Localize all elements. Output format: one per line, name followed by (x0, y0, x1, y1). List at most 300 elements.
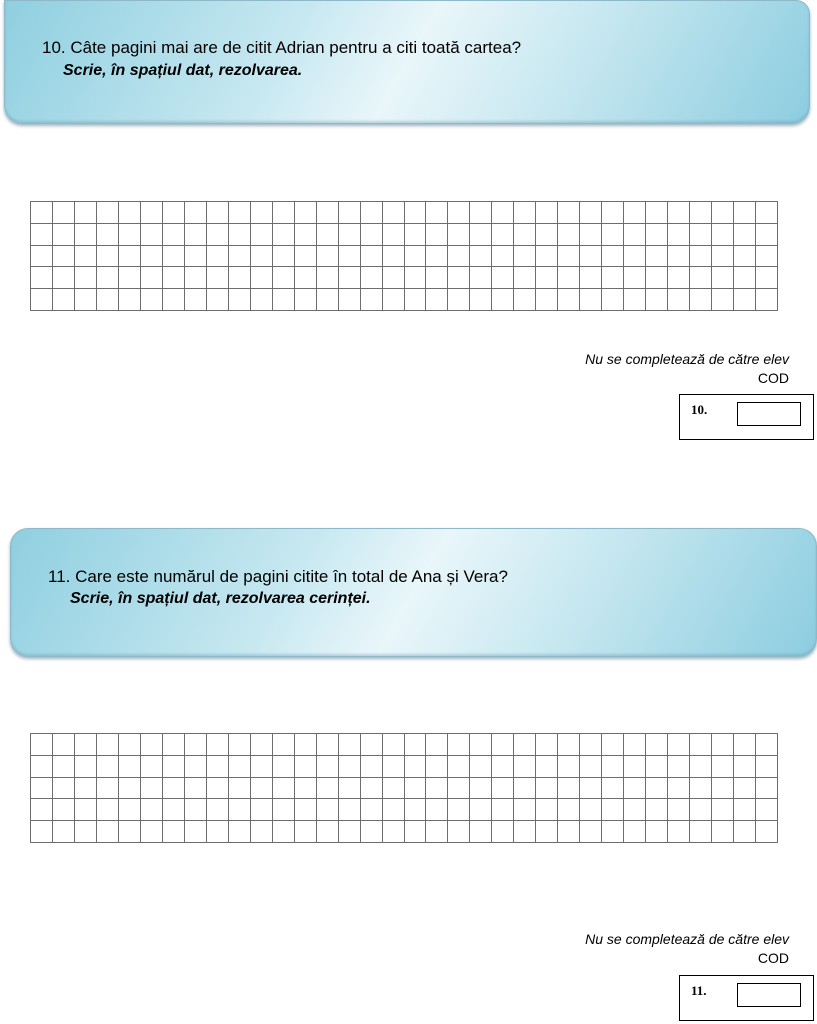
grid-cell (317, 202, 339, 224)
grid-cell (119, 756, 141, 778)
grid-cell (185, 734, 207, 756)
grid-cell (558, 246, 580, 268)
grid-cell (448, 267, 470, 289)
grid-cell (668, 734, 690, 756)
grid-cell (229, 202, 251, 224)
grid-cell (207, 821, 229, 843)
grid-cell (558, 202, 580, 224)
grid-cell (317, 267, 339, 289)
grid-cell (756, 202, 778, 224)
grid-cell (492, 756, 514, 778)
question-10-instruction: Scrie, în spațiul dat, rezolvarea. (63, 62, 303, 79)
grid-cell (75, 799, 97, 821)
grid-cell (339, 778, 361, 800)
grid-cell (734, 734, 756, 756)
grid-cell (119, 778, 141, 800)
grid-cell (712, 289, 734, 311)
grid-cell (185, 799, 207, 821)
grid-cell (405, 224, 427, 246)
grid-cell (119, 224, 141, 246)
grid-cell (624, 821, 646, 843)
grid-cell (383, 799, 405, 821)
grid-cell (361, 267, 383, 289)
grid-cell (492, 202, 514, 224)
grid-cell (185, 246, 207, 268)
grid-cell (426, 202, 448, 224)
teacher-note-11: Nu se completează de către elev (585, 931, 789, 947)
grid-cell (361, 778, 383, 800)
grid-cell (558, 799, 580, 821)
grid-cell (163, 246, 185, 268)
grid-cell (163, 799, 185, 821)
grid-cell (756, 799, 778, 821)
grid-cell (119, 734, 141, 756)
grid-cell (690, 778, 712, 800)
grid-cell (207, 224, 229, 246)
grid-cell (558, 756, 580, 778)
grid-cell (97, 799, 119, 821)
grid-cell (405, 756, 427, 778)
grid-cell (405, 821, 427, 843)
grid-cell (624, 778, 646, 800)
grid-cell (361, 821, 383, 843)
grid-cell (361, 734, 383, 756)
grid-cell (207, 734, 229, 756)
grid-cell (580, 821, 602, 843)
grid-cell (339, 799, 361, 821)
grid-cell (756, 224, 778, 246)
answer-grid-10[interactable] (30, 201, 778, 311)
grid-cell (514, 267, 536, 289)
grid-cell (426, 756, 448, 778)
grid-cell (97, 267, 119, 289)
grid-cell (492, 289, 514, 311)
grid-cell (668, 267, 690, 289)
grid-cell (317, 224, 339, 246)
grid-cell (470, 202, 492, 224)
grid-cell (31, 756, 53, 778)
grid-cell (163, 224, 185, 246)
grid-cell (690, 756, 712, 778)
grid-cell (558, 778, 580, 800)
grid-cell (734, 799, 756, 821)
grid-cell (251, 289, 273, 311)
grid-cell (317, 778, 339, 800)
grid-cell (361, 202, 383, 224)
grid-cell (97, 778, 119, 800)
grid-cell (53, 289, 75, 311)
grid-cell (624, 224, 646, 246)
grid-cell (229, 289, 251, 311)
grid-cell (273, 246, 295, 268)
grid-cell (734, 246, 756, 268)
grid-cell (690, 224, 712, 246)
grid-cell (558, 821, 580, 843)
grid-cell (558, 267, 580, 289)
grid-cell (119, 246, 141, 268)
grid-cell (119, 821, 141, 843)
grid-cell (207, 756, 229, 778)
grid-cell (405, 778, 427, 800)
grid-cell (273, 202, 295, 224)
grid-cell (426, 267, 448, 289)
grid-cell (602, 246, 624, 268)
grid-cell (207, 202, 229, 224)
grid-cell (141, 224, 163, 246)
grid-cell (31, 821, 53, 843)
grid-cell (273, 734, 295, 756)
grid-cell (712, 267, 734, 289)
grid-cell (163, 778, 185, 800)
code-box-11 (679, 975, 814, 1021)
grid-cell (295, 734, 317, 756)
grid-cell (53, 224, 75, 246)
code-field-11[interactable] (737, 983, 801, 1007)
grid-cell (97, 246, 119, 268)
grid-cell (646, 734, 668, 756)
grid-cell (624, 799, 646, 821)
grid-cell (470, 756, 492, 778)
grid-cell (448, 224, 470, 246)
grid-cell (405, 289, 427, 311)
grid-cell (295, 821, 317, 843)
grid-cell (756, 734, 778, 756)
grid-cell (756, 289, 778, 311)
grid-cell (624, 289, 646, 311)
grid-cell (492, 821, 514, 843)
grid-cell (141, 799, 163, 821)
grid-cell (470, 821, 492, 843)
grid-cell (448, 778, 470, 800)
grid-cell (185, 289, 207, 311)
grid-cell (492, 224, 514, 246)
grid-cell (31, 778, 53, 800)
grid-cell (492, 734, 514, 756)
grid-cell (295, 224, 317, 246)
question-11-text: 11. Care este numărul de pagini citite în total de Ana și Vera? (48, 567, 508, 586)
grid-cell (536, 267, 558, 289)
question-10-text: 10. Câte pagini mai are de citit Adrian pentru a citi toată cartea? (42, 38, 522, 57)
grid-cell (602, 734, 624, 756)
grid-cell (141, 756, 163, 778)
grid-cell (624, 756, 646, 778)
grid-cell (514, 202, 536, 224)
grid-cell (536, 821, 558, 843)
grid-cell (75, 246, 97, 268)
grid-cell (426, 224, 448, 246)
grid-cell (31, 734, 53, 756)
grid-cell (383, 246, 405, 268)
grid-cell (514, 289, 536, 311)
answer-grid-11[interactable] (30, 733, 778, 843)
grid-cell (492, 778, 514, 800)
grid-cell (229, 734, 251, 756)
grid-cell (317, 821, 339, 843)
grid-cell (339, 202, 361, 224)
grid-cell (273, 267, 295, 289)
grid-cell (251, 799, 273, 821)
grid-cell (207, 246, 229, 268)
grid-cell (514, 821, 536, 843)
grid-cell (53, 202, 75, 224)
grid-cell (75, 267, 97, 289)
grid-cell (426, 289, 448, 311)
grid-cell (361, 289, 383, 311)
grid-cell (514, 756, 536, 778)
grid-cell (580, 799, 602, 821)
grid-cell (119, 267, 141, 289)
grid-cell (712, 756, 734, 778)
grid-cell (207, 289, 229, 311)
grid-cell (251, 224, 273, 246)
grid-cell (536, 734, 558, 756)
grid-cell (97, 756, 119, 778)
grid-cell (361, 756, 383, 778)
grid-cell (514, 246, 536, 268)
grid-cell (163, 202, 185, 224)
teacher-note-10: Nu se completează de către elev (585, 351, 789, 367)
grid-cell (53, 734, 75, 756)
grid-cell (646, 246, 668, 268)
grid-cell (185, 778, 207, 800)
grid-cell (383, 821, 405, 843)
grid-cell (119, 289, 141, 311)
grid-cell (690, 821, 712, 843)
grid-cell (426, 778, 448, 800)
grid-cell (734, 821, 756, 843)
grid-cell (734, 267, 756, 289)
grid-cell (339, 821, 361, 843)
grid-cell (426, 734, 448, 756)
grid-cell (295, 289, 317, 311)
grid-cell (163, 756, 185, 778)
grid-cell (646, 778, 668, 800)
grid-cell (558, 734, 580, 756)
grid-cell (141, 246, 163, 268)
grid-cell (668, 756, 690, 778)
code-field-10[interactable] (737, 402, 801, 426)
grid-cell (712, 224, 734, 246)
grid-cell (75, 778, 97, 800)
grid-cell (53, 267, 75, 289)
grid-cell (361, 246, 383, 268)
grid-cell (317, 246, 339, 268)
grid-cell (536, 224, 558, 246)
grid-cell (492, 267, 514, 289)
grid-cell (163, 734, 185, 756)
grid-cell (53, 756, 75, 778)
grid-cell (470, 246, 492, 268)
grid-cell (580, 778, 602, 800)
grid-cell (624, 734, 646, 756)
grid-cell (339, 224, 361, 246)
grid-cell (31, 267, 53, 289)
grid-cell (361, 224, 383, 246)
grid-cell (405, 734, 427, 756)
grid-cell (31, 289, 53, 311)
grid-cell (383, 202, 405, 224)
grid-cell (602, 756, 624, 778)
grid-cell (163, 821, 185, 843)
grid-cell (712, 799, 734, 821)
grid-cell (383, 734, 405, 756)
grid-cell (31, 224, 53, 246)
grid-cell (295, 778, 317, 800)
grid-cell (668, 778, 690, 800)
grid-cell (668, 821, 690, 843)
grid-cell (580, 224, 602, 246)
grid-cell (712, 778, 734, 800)
grid-cell (141, 778, 163, 800)
grid-cell (339, 246, 361, 268)
grid-cell (668, 224, 690, 246)
grid-cell (470, 267, 492, 289)
grid-cell (580, 756, 602, 778)
grid-cell (273, 756, 295, 778)
grid-cell (426, 246, 448, 268)
grid-cell (426, 821, 448, 843)
grid-cell (141, 289, 163, 311)
grid-cell (580, 246, 602, 268)
grid-cell (229, 267, 251, 289)
grid-cell (119, 799, 141, 821)
grid-cell (690, 734, 712, 756)
grid-cell (756, 267, 778, 289)
grid-cell (229, 224, 251, 246)
grid-cell (295, 756, 317, 778)
grid-cell (185, 821, 207, 843)
grid-cell (97, 202, 119, 224)
grid-cell (405, 267, 427, 289)
grid-cell (690, 246, 712, 268)
cod-label-11: COD (757, 950, 789, 966)
cod-label-10: COD (757, 370, 789, 386)
grid-cell (602, 267, 624, 289)
grid-cell (163, 289, 185, 311)
grid-cell (273, 289, 295, 311)
grid-cell (624, 267, 646, 289)
grid-cell (470, 778, 492, 800)
grid-cell (756, 778, 778, 800)
grid-cell (251, 756, 273, 778)
grid-cell (273, 778, 295, 800)
grid-cell (448, 799, 470, 821)
grid-cell (734, 756, 756, 778)
grid-cell (361, 799, 383, 821)
grid-cell (448, 289, 470, 311)
grid-cell (251, 267, 273, 289)
grid-cell (470, 224, 492, 246)
grid-cell (75, 289, 97, 311)
grid-cell (646, 224, 668, 246)
grid-cell (668, 289, 690, 311)
grid-cell (273, 821, 295, 843)
grid-cell (317, 799, 339, 821)
grid-cell (295, 267, 317, 289)
grid-cell (668, 799, 690, 821)
grid-cell (317, 734, 339, 756)
grid-cell (646, 202, 668, 224)
grid-cell (624, 202, 646, 224)
grid-cell (514, 734, 536, 756)
code-box-10 (679, 394, 814, 440)
grid-cell (229, 799, 251, 821)
grid-cell (31, 202, 53, 224)
grid-cell (75, 224, 97, 246)
grid-cell (470, 734, 492, 756)
grid-cell (317, 289, 339, 311)
grid-cell (690, 799, 712, 821)
grid-cell (383, 267, 405, 289)
question-11-banner (10, 528, 817, 657)
grid-cell (185, 756, 207, 778)
grid-cell (492, 246, 514, 268)
grid-cell (470, 799, 492, 821)
grid-cell (646, 289, 668, 311)
grid-cell (97, 821, 119, 843)
grid-cell (97, 289, 119, 311)
grid-cell (734, 289, 756, 311)
grid-cell (712, 734, 734, 756)
grid-cell (602, 821, 624, 843)
grid-cell (580, 202, 602, 224)
grid-cell (448, 821, 470, 843)
grid-cell (119, 202, 141, 224)
code-number-10: 10. (691, 402, 708, 417)
grid-cell (53, 799, 75, 821)
grid-cell (470, 289, 492, 311)
grid-cell (492, 799, 514, 821)
grid-cell (580, 289, 602, 311)
grid-cell (75, 756, 97, 778)
grid-cell (53, 778, 75, 800)
grid-cell (185, 202, 207, 224)
code-number-11: 11. (691, 983, 707, 998)
grid-cell (339, 756, 361, 778)
grid-cell (734, 224, 756, 246)
grid-cell (514, 778, 536, 800)
grid-cell (383, 756, 405, 778)
grid-cell (383, 289, 405, 311)
grid-cell (602, 778, 624, 800)
grid-cell (273, 224, 295, 246)
grid-cell (448, 246, 470, 268)
grid-cell (31, 799, 53, 821)
grid-cell (383, 778, 405, 800)
grid-cell (514, 799, 536, 821)
grid-cell (141, 821, 163, 843)
grid-cell (448, 734, 470, 756)
grid-cell (75, 821, 97, 843)
grid-cell (251, 734, 273, 756)
grid-cell (734, 778, 756, 800)
grid-cell (756, 821, 778, 843)
grid-cell (536, 778, 558, 800)
grid-cell (646, 799, 668, 821)
grid-cell (602, 202, 624, 224)
grid-cell (185, 267, 207, 289)
grid-cell (339, 267, 361, 289)
grid-cell (624, 246, 646, 268)
grid-cell (536, 289, 558, 311)
grid-cell (646, 821, 668, 843)
grid-cell (207, 267, 229, 289)
grid-cell (690, 202, 712, 224)
grid-cell (536, 202, 558, 224)
grid-cell (448, 202, 470, 224)
grid-cell (75, 202, 97, 224)
grid-cell (229, 756, 251, 778)
